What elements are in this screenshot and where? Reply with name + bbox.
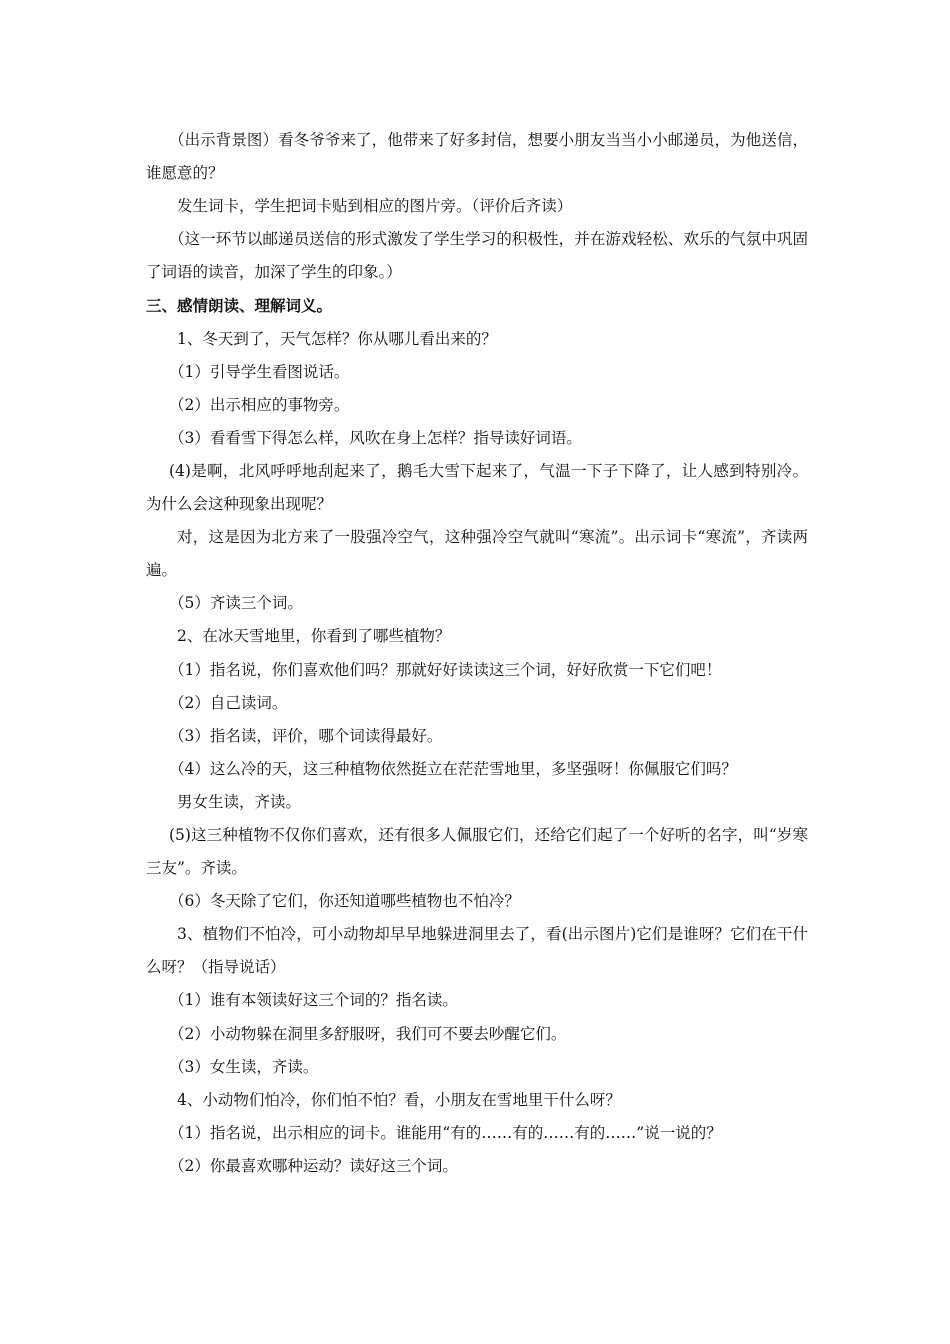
paragraph-cold-current: 对，这是因为北方来了一股强冷空气，这种强冷空气就叫“寒流”。出示词卡“寒流”，齐读两遍。 [146,528,808,580]
paragraph-item-2-4: （4）这么冷的天，这三种植物依然挺立在茫茫雪地里，多坚强呀！你佩服它们吗？ [169,759,737,778]
paragraph-item-1: 1、冬天到了，天气怎样？你从哪儿看出来的？ [177,329,497,348]
paragraph-item-1-5: （5）齐读三个词。 [169,594,303,613]
paragraph-item-2-1: （1）指名说，你们喜欢他们吗？那就好好读读这三个词，好好欣赏一下它们吧！ [169,660,722,679]
paragraph-item-2-3: （3）指名读，评价，哪个词读得最好。 [169,726,443,745]
paragraph-note: （这一环节以邮递员送信的形式激发了学生学习的积极性，并在游戏轻松、欢乐的气氛中巩固了词语的读音，加深了学生的印象。） [146,230,808,282]
paragraph-item-3-3: （3）女生读，齐读。 [169,1057,319,1076]
paragraph-item-3-2: （2）小动物躲在洞里多舒服呀，我们可不要去吵醒它们。 [169,1024,567,1043]
paragraph-boys-girls-read: 男女生读，齐读。 [177,792,302,811]
paragraph-intro: （出示背景图）看冬爷爷来了，他带来了好多封信，想要小朋友当当小小邮递员，为他送信，谁愿意的？ [146,131,808,183]
paragraph-item-4: 4、小动物们怕冷，你们怕不怕？看，小朋友在雪地里干什么呀？ [177,1090,621,1109]
paragraph-item-2: 2、在冰天雪地里，你看到了哪些植物？ [177,627,451,646]
paragraph-word-cards: 发生词卡，学生把词卡贴到相应的图片旁。（评价后齐读） [177,197,573,216]
paragraph-item-1-4: (4)是啊，北风呼呼地刮起来了，鹅毛大雪下起来了，气温一下子下降了，让人感到特别冷。为什么会这种现象出现呢？ [146,461,808,514]
paragraph-item-2-5: (5)这三种植物不仅你们喜欢，还有很多人佩服它们，还给它们起了一个好听的名字，叫“岁寒三友”。齐读。 [146,825,808,878]
paragraph-item-1-3: （3）看看雪下得怎么样，风吹在身上怎样？指导读好词语。 [169,428,582,447]
paragraph-item-2-6: （6）冬天除了它们，你还知道哪些植物也不怕冷？ [169,892,520,911]
paragraph-item-3-1: （1）谁有本领读好这三个词的？指名读。 [169,991,458,1010]
paragraph-item-1-1: （1）引导学生看图说话。 [169,362,350,381]
paragraph-item-4-2: （2）你最喜欢哪种运动？读好这三个词。 [169,1156,458,1175]
section-heading: 三、感情朗读、理解词义。 [146,296,333,316]
paragraph-item-3: 3、植物们不怕冷，可小动物却早早地躲进洞里去了，看(出示图片)它们是谁呀？它们在干什么呀？（指导说话） [146,925,808,977]
paragraph-item-4-1: （1）指名说，出示相应的词卡。谁能用“有的……有的……有的……”说一说的？ [169,1123,722,1142]
paragraph-item-1-2: （2）出示相应的事物旁。 [169,395,350,414]
paragraph-item-2-2: （2）自己读词。 [169,693,288,712]
document-body [146,124,808,1183]
